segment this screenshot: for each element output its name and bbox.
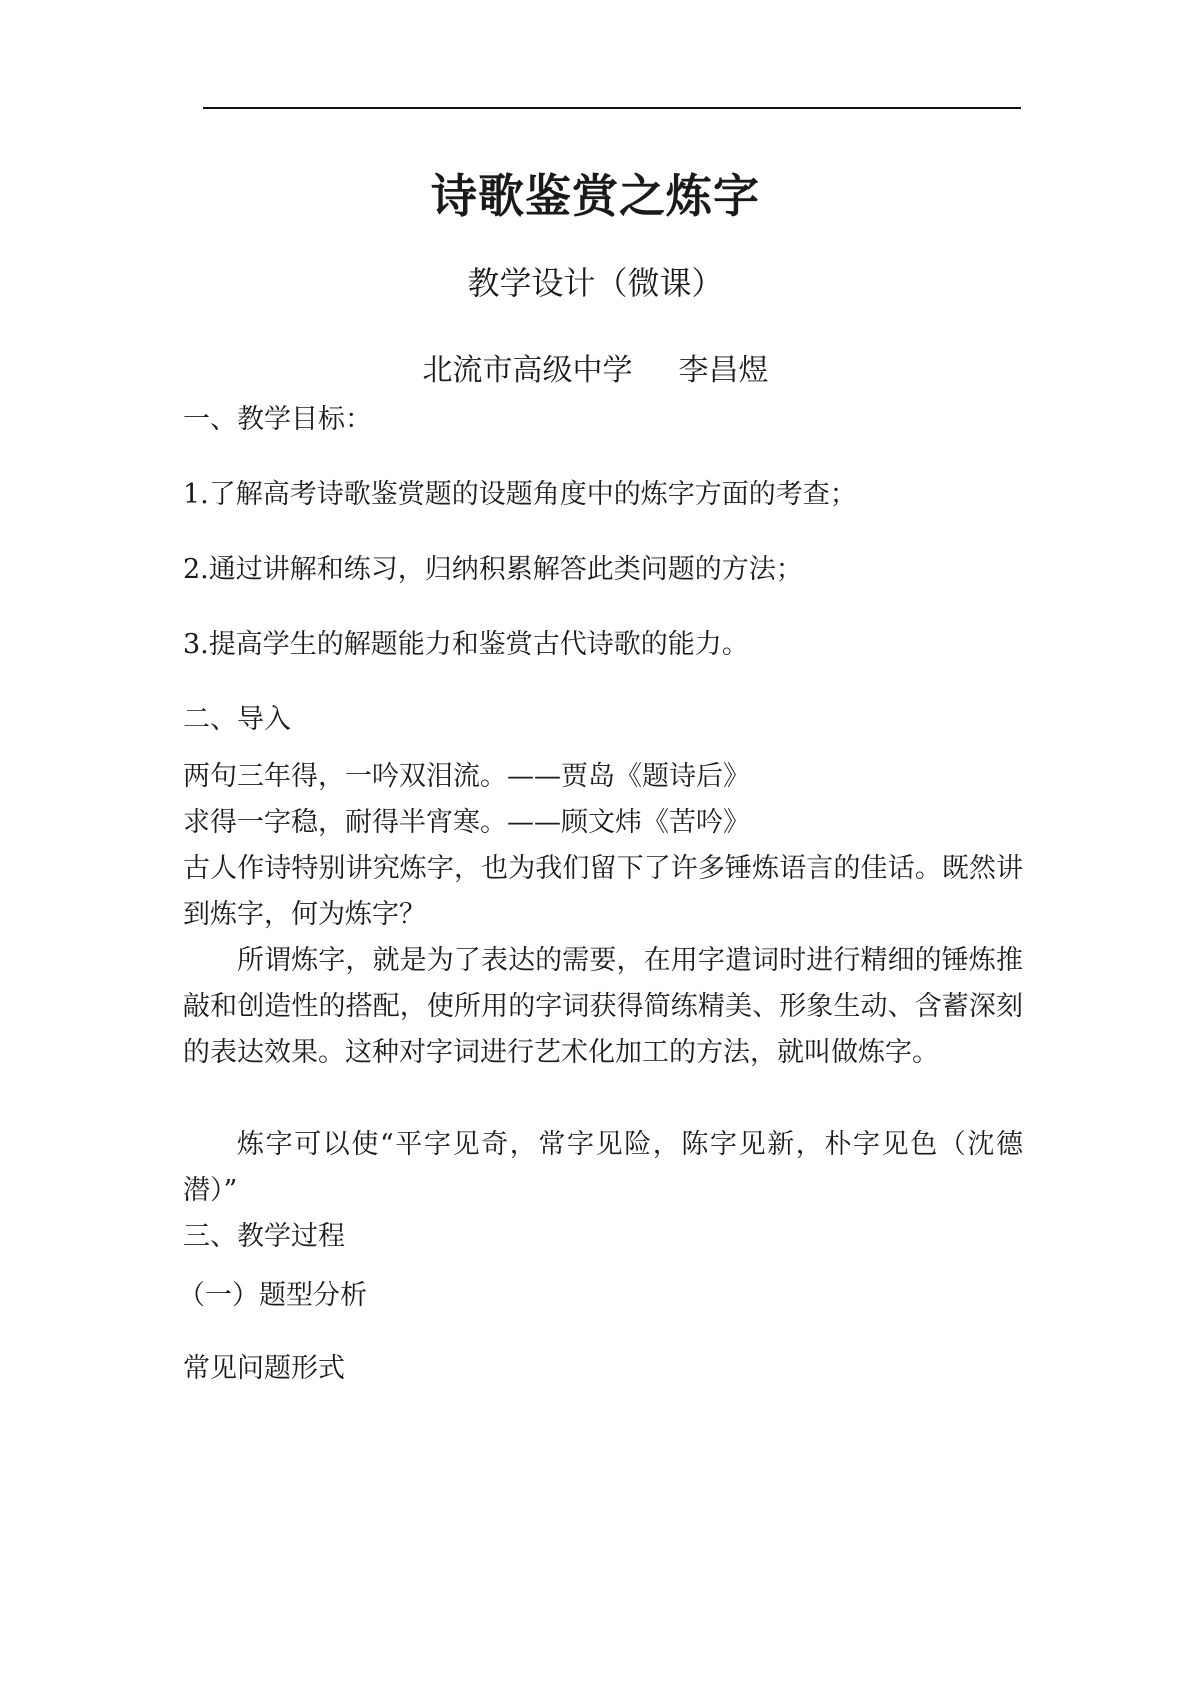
section-heading-goals: 一、教学目标： [183, 404, 372, 435]
document-title: 诗歌鉴赏之炼字 [431, 169, 760, 223]
intro-paragraph: 古人作诗特别讲究炼字，也为我们留下了许多锤炼语言的佳话。既然讲到炼字，何为炼字？ [183, 853, 1023, 930]
goal-item-1: 1.了解高考诗歌鉴赏题的设题角度中的炼字方面的考查； [183, 479, 857, 510]
common-forms-heading: 常见问题形式 [183, 1353, 345, 1384]
goal-item-2: 2.通过讲解和练习，归纳积累解答此类问题的方法； [183, 554, 803, 585]
effect-paragraph: 炼字可以使“平字见奇，常字见险，陈字见新，朴字见色（沈德潜）” [183, 1129, 1023, 1206]
author-line [0, 345, 1191, 389]
goal-item-3: 3.提高学生的解题能力和鉴赏古代诗歌的能力。 [183, 629, 749, 660]
quote-jia-dao: 两句三年得，一吟双泪流。——贾岛《题诗后》 [183, 761, 750, 792]
section-heading-intro: 二、导入 [183, 704, 291, 735]
author-name: 李昌煜 [678, 353, 769, 388]
section-heading-process: 三、教学过程 [183, 1221, 345, 1252]
definition-paragraph: 所谓炼字，就是为了表达的需要，在用字遣词时进行精细的锤炼推敲和创造性的搭配，使所用的字词获得简练精美、形象生动、含蓄深刻的表达效果。这种对字词进行艺术化加工的方法，就叫做炼字。 [183, 945, 1023, 1068]
subsection-heading-analysis: （一）题型分析 [178, 1280, 367, 1311]
header-rule [203, 107, 1021, 109]
quote-gu-wenwei: 求得一字稳，耐得半宵寒。——顾文炜《苦吟》 [183, 807, 750, 838]
document-subtitle: 教学设计（微课） [467, 264, 724, 302]
school-name: 北流市高级中学 [422, 353, 633, 388]
